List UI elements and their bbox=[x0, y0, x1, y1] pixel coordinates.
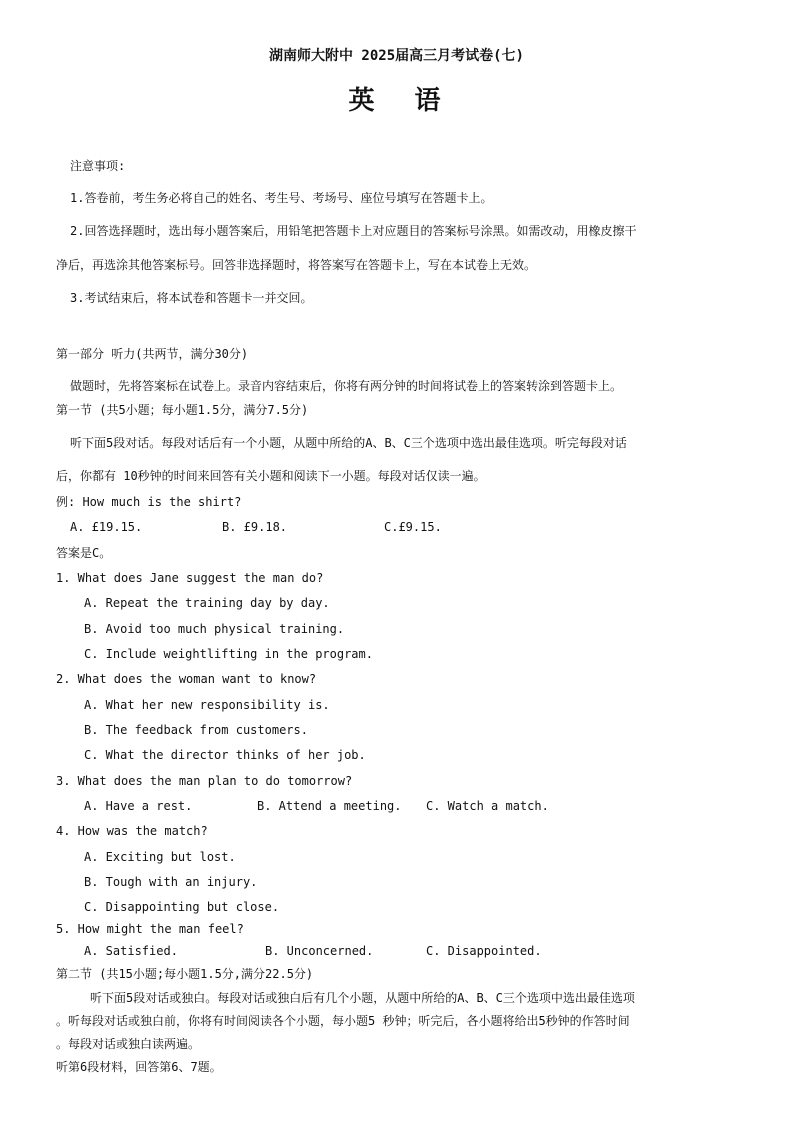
question-4-option-a: A. Exciting but lost. bbox=[84, 850, 236, 864]
question-5-option-a: A. Satisfied. bbox=[84, 944, 178, 958]
question-4-option-b: B. Tough with an injury. bbox=[84, 875, 258, 889]
material-6-heading: 听第6段材料，回答第6、7题。 bbox=[56, 1060, 222, 1074]
example-answer: 答案是C。 bbox=[56, 546, 112, 560]
part1-heading: 第一部分 听力(共两节，满分30分) bbox=[56, 347, 249, 361]
subject-char-2: 语 bbox=[414, 86, 445, 116]
section2-instr-line-3: 。每段对话或独白读两遍。 bbox=[56, 1037, 201, 1051]
subject-char-1: 英 bbox=[348, 86, 379, 116]
question-3: 3. What does the man plan to do tomorrow? bbox=[56, 774, 353, 788]
note-2-line-2: 净后，再选涂其他答案标号。回答非选择题时，将答案写在答题卡上，写在本试卷上无效。 bbox=[56, 258, 537, 272]
question-1-option-b: B. Avoid too much physical training. bbox=[84, 622, 345, 636]
question-3-option-a: A. Have a rest. bbox=[84, 799, 193, 813]
section1-instr-line-1: 听下面5段对话。每段对话后有一个小题，从题中所给的A、B、C三个选项中选出最佳选项。听完每段对话 bbox=[70, 436, 627, 450]
example-option-c: C.£9.15. bbox=[384, 520, 442, 534]
section2-instr-line-2: 。听每段对话或独白前，你将有时间阅读各个小题，每小题5 秒钟；听完后，各小题将给出5秒钟的作答时间 bbox=[56, 1014, 630, 1028]
section2-instr-line-1: 听下面5段对话或独白。每段对话或独白后有几个小题，从题中所给的A、B、C三个选项中选出最佳选项 bbox=[90, 991, 635, 1005]
notes-heading: 注意事项: bbox=[70, 159, 126, 173]
question-3-option-c: C. Watch a match. bbox=[426, 799, 549, 813]
note-1: 1.答卷前，考生务必将自己的姓名、考生号、考场号、座位号填写在答题卡上。 bbox=[70, 191, 493, 205]
question-3-option-b: B. Attend a meeting. bbox=[257, 799, 402, 813]
question-5-option-c: C. Disappointed. bbox=[426, 944, 542, 958]
question-1-option-a: A. Repeat the training day by day. bbox=[84, 596, 330, 610]
question-1: 1. What does Jane suggest the man do? bbox=[56, 571, 324, 585]
section2-heading: 第二节 (共15小题;每小题1.5分,满分22.5分) bbox=[56, 967, 314, 981]
subject-title bbox=[0, 86, 793, 116]
exam-title: 湖南师大附中 2025届高三月考试卷(七) bbox=[268, 48, 524, 64]
section1-instr-line-2: 后，你都有 10秒钟的时间来回答有关小题和阅读下一小题。每段对话仅读一遍。 bbox=[56, 469, 486, 483]
part1-intro: 做题时，先将答案标在试卷上。录音内容结束后，你将有两分钟的时间将试卷上的答案转涂到答题卡上。 bbox=[70, 379, 623, 393]
question-1-option-c: C. Include weightlifting in the program. bbox=[84, 647, 373, 661]
note-2-line-1: 2.回答选择题时，选出每小题答案后，用铅笔把答题卡上对应题目的答案标号涂黑。如需改动，用橡皮擦干 bbox=[70, 224, 637, 238]
example-question: 例: How much is the shirt? bbox=[56, 495, 242, 509]
question-2-option-b: B. The feedback from customers. bbox=[84, 723, 308, 737]
question-4: 4. How was the match? bbox=[56, 824, 208, 838]
question-2: 2. What does the woman want to know? bbox=[56, 672, 317, 686]
question-5: 5. How might the man feel? bbox=[56, 922, 244, 936]
question-5-option-b: B. Unconcerned. bbox=[265, 944, 374, 958]
question-2-option-c: C. What the director thinks of her job. bbox=[84, 748, 366, 762]
question-2-option-a: A. What her new responsibility is. bbox=[84, 698, 330, 712]
note-3: 3.考试结束后，将本试卷和答题卡一并交回。 bbox=[70, 291, 313, 305]
question-4-option-c: C. Disappointing but close. bbox=[84, 900, 280, 914]
example-option-a: A. £19.15. bbox=[70, 520, 143, 534]
section1-heading: 第一节 (共5小题；每小题1.5分，满分7.5分) bbox=[56, 403, 309, 417]
example-option-b: B. £9.18. bbox=[222, 520, 288, 534]
